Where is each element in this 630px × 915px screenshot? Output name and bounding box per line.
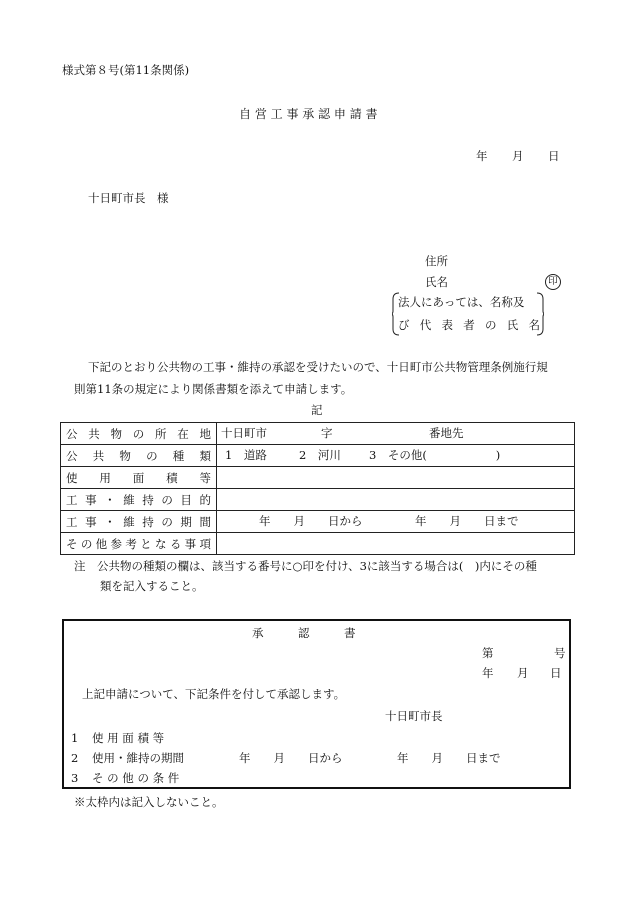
row-label: 使用面積等 xyxy=(61,467,217,489)
row-value[interactable] xyxy=(217,423,575,445)
corporate-note-line2: び 代 表 者 の 氏 名 xyxy=(398,318,540,332)
approval-box xyxy=(62,619,571,789)
date-month: 月 xyxy=(512,149,524,163)
table-row xyxy=(61,423,575,445)
name-label: 氏名 xyxy=(425,275,448,289)
approval-day: 日 xyxy=(550,666,562,680)
row-label: 工事・維持の期間 xyxy=(61,511,217,533)
note-line2: 類を記入すること。 xyxy=(100,579,204,593)
row-value[interactable] xyxy=(217,467,575,489)
corporate-note-line1: 法人にあっては、名称及 xyxy=(398,295,525,309)
cell-part: 1 道路 xyxy=(225,448,267,462)
row-value[interactable] xyxy=(217,445,575,467)
seal-text: 印 xyxy=(548,276,558,288)
address-label: 住所 xyxy=(425,254,448,268)
cell-part: 字 xyxy=(321,426,333,440)
approval-number-suffix: 号 xyxy=(554,646,566,660)
date-day: 日 xyxy=(548,149,560,163)
condition-label: そ の 他 の 条 件 xyxy=(92,771,180,785)
condition-number: 1 xyxy=(71,731,79,745)
row-label: 工事・維持の目的 xyxy=(61,489,217,511)
approval-number-label: 第 xyxy=(482,646,494,660)
row-value[interactable] xyxy=(217,489,575,511)
row-label: その他参考となる事項 xyxy=(61,533,217,555)
table-row xyxy=(61,445,575,467)
cell-part: 年 月 日まで xyxy=(415,514,519,528)
table-row xyxy=(61,489,575,511)
date-year: 年 xyxy=(476,149,488,163)
application-table xyxy=(60,422,575,555)
cell-part: 年 月 日から xyxy=(259,514,363,528)
body-text-line2: 則第11条の規定により関係書類を添えて申請します。 xyxy=(74,382,353,396)
cell-part: 3 その他( ) xyxy=(369,448,501,462)
cell-part: 2 河川 xyxy=(299,448,341,462)
condition-label: 使用・維持の期間 xyxy=(92,751,184,765)
form-number: 様式第８号(第11条関係) xyxy=(62,63,190,77)
table-row xyxy=(61,511,575,533)
seal-mark xyxy=(545,274,561,290)
addressee: 十日町市長 様 xyxy=(88,191,169,205)
condition-number: 3 xyxy=(71,771,79,785)
condition-period-to: 年 月 日まで xyxy=(397,751,501,765)
body-text-line1: 下記のとおり公共物の工事・維持の承認を受けたいので、十日町市公共物管理条例施行規 xyxy=(88,360,548,374)
row-label: 公共物の種類 xyxy=(61,445,217,467)
approval-statement: 上記申請について、下記条件を付して承認します。 xyxy=(82,687,346,701)
condition-number: 2 xyxy=(71,751,79,765)
cell-part: 十日町市 xyxy=(221,426,267,440)
cell-part: 番地先 xyxy=(429,426,464,440)
note-line1: 注 公共物の種類の欄は、該当する番号に○印を付け、3に該当する場合は( )内にその種 xyxy=(74,559,537,573)
approval-issuer: 十日町市長 xyxy=(385,709,443,723)
row-label: 公共物の所在地 xyxy=(61,423,217,445)
row-value[interactable] xyxy=(217,511,575,533)
footer-note: ※太枠内は記入しないこと。 xyxy=(74,795,224,809)
approval-year: 年 xyxy=(482,666,494,680)
condition-period-from: 年 月 日から xyxy=(239,751,343,765)
approval-month: 月 xyxy=(517,666,529,680)
table-row xyxy=(61,467,575,489)
condition-label: 使 用 面 積 等 xyxy=(92,731,165,745)
approval-title: 承 認 書 xyxy=(252,626,356,640)
page-title: 自 営 工 事 承 認 申 請 書 xyxy=(239,107,378,121)
table-row xyxy=(61,533,575,555)
ki-heading: 記 xyxy=(311,403,323,417)
row-value[interactable] xyxy=(217,533,575,555)
